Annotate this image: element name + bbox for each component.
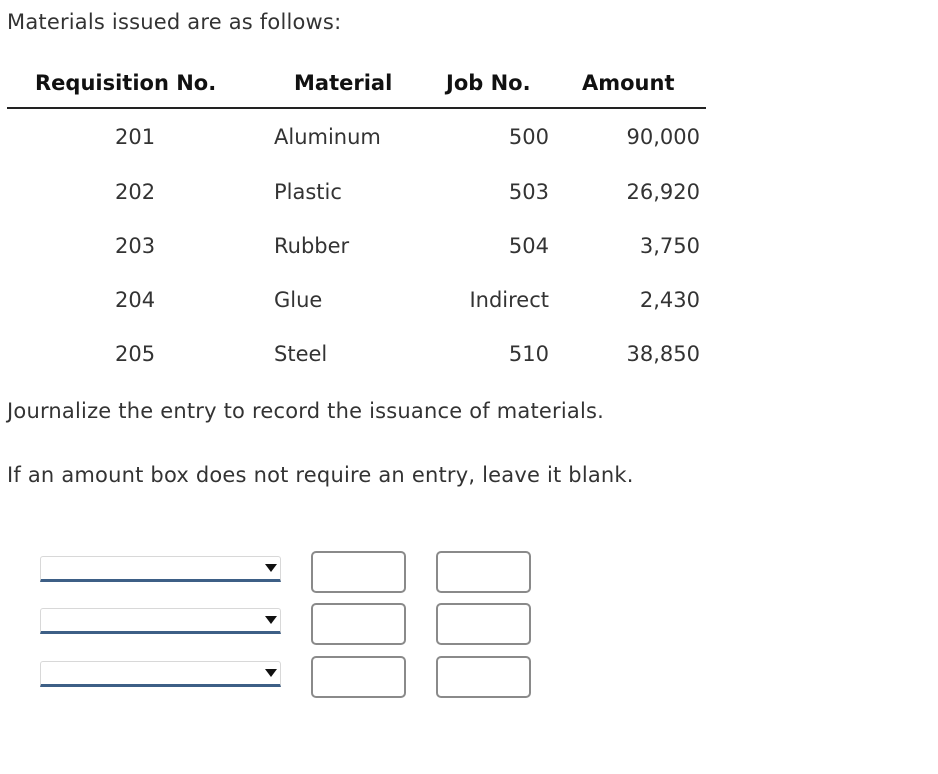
table-header-row	[7, 58, 706, 108]
cell-job-no: 504	[508, 234, 549, 258]
table-header	[7, 58, 706, 108]
cell-requisition-no: 204	[115, 288, 156, 312]
triangle-down-icon	[265, 564, 277, 572]
cell-amount: 26,920	[626, 180, 700, 204]
cell-amount: 3,750	[639, 234, 700, 258]
table-row	[7, 165, 706, 219]
debit-amount-input[interactable]	[311, 603, 406, 645]
journal-entry-row	[0, 551, 938, 593]
header-job-no: Job No.	[417, 58, 577, 108]
cell-amount: 38,850	[626, 342, 700, 366]
header-amount: Amount	[577, 58, 706, 108]
triangle-down-icon	[265, 669, 277, 677]
cell-material: Plastic	[274, 180, 342, 204]
journal-entry-row	[0, 656, 938, 698]
cell-requisition-no: 203	[115, 234, 156, 258]
materials-issued-table	[7, 58, 706, 381]
cell-amount: 2,430	[639, 288, 700, 312]
cell-material: Rubber	[274, 234, 350, 258]
account-dropdown[interactable]	[40, 661, 281, 687]
journal-entry-row	[0, 603, 938, 645]
cell-material: Aluminum	[274, 125, 381, 149]
cell-amount: 90,000	[626, 125, 700, 149]
credit-amount-input[interactable]	[436, 603, 531, 645]
table-row	[7, 108, 706, 165]
credit-amount-input[interactable]	[436, 551, 531, 593]
account-dropdown[interactable]	[40, 556, 281, 582]
account-dropdown[interactable]	[40, 608, 281, 634]
table-row	[7, 273, 706, 327]
journalize-instruction: Journalize the entry to record the issuance of materials.	[7, 399, 605, 423]
debit-amount-input[interactable]	[311, 551, 406, 593]
cell-job-no: 510	[508, 342, 549, 366]
table-row	[7, 327, 706, 381]
cell-job-no: Indirect	[469, 288, 549, 312]
intro-text: Materials issued are as follows:	[7, 10, 342, 34]
cell-material: Glue	[274, 288, 323, 312]
blank-box-instruction: If an amount box does not require an entry, leave it blank.	[7, 463, 634, 487]
table-body	[7, 108, 706, 381]
header-material: Material	[267, 58, 417, 108]
cell-requisition-no: 205	[115, 342, 156, 366]
cell-material: Steel	[274, 342, 328, 366]
debit-amount-input[interactable]	[311, 656, 406, 698]
cell-requisition-no: 201	[115, 125, 156, 149]
cell-job-no: 503	[508, 180, 549, 204]
header-requisition-no: Requisition No.	[7, 58, 267, 108]
table-row	[7, 219, 706, 273]
cell-job-no: 500	[508, 125, 549, 149]
credit-amount-input[interactable]	[436, 656, 531, 698]
cell-requisition-no: 202	[115, 180, 156, 204]
triangle-down-icon	[265, 616, 277, 624]
